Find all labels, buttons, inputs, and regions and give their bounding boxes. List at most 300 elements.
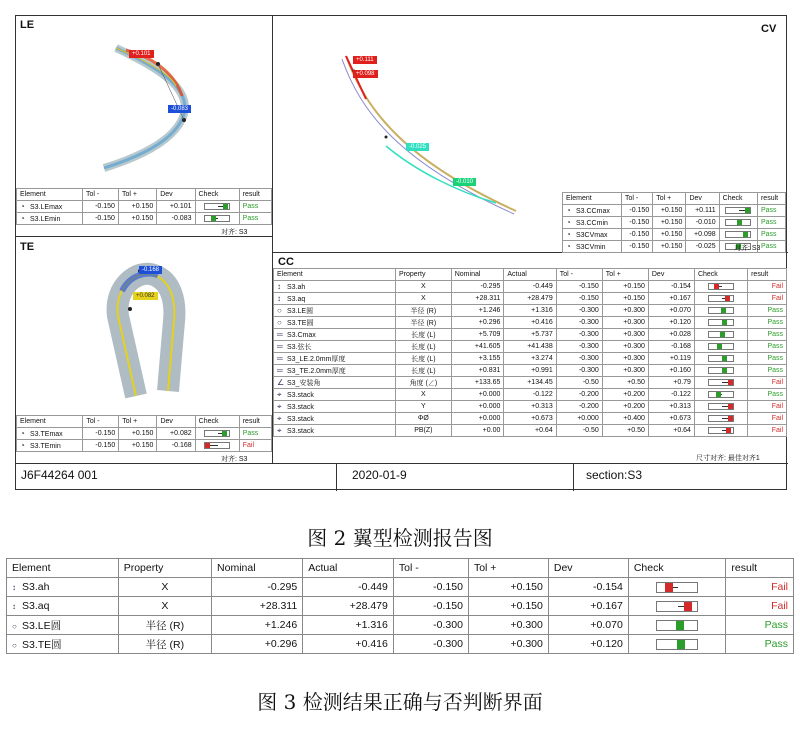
element-icon: ◔ (566, 206, 571, 215)
col-dev: Dev (686, 193, 719, 205)
element-name: S3.LEmax (30, 204, 63, 211)
property: ΦØ (396, 413, 452, 425)
actual: +3.274 (504, 353, 556, 365)
element-icon: ↕ (12, 583, 16, 592)
tol-plus: +0.300 (602, 353, 648, 365)
te-table (16, 415, 272, 452)
col-element: Element (274, 269, 396, 281)
check-indicator (656, 601, 698, 612)
tol-plus: +0.400 (602, 413, 648, 425)
table-row (17, 440, 272, 452)
element-icon: ═ (277, 353, 283, 363)
tol-minus: -0.300 (556, 353, 602, 365)
col-tol-minus: Tol - (556, 269, 602, 281)
element-name: S3.stack (287, 403, 314, 411)
dev: +0.673 (648, 413, 694, 425)
nominal: +0.00 (451, 425, 504, 437)
table-row (563, 217, 786, 229)
actual: -0.122 (504, 389, 556, 401)
table-row (7, 597, 794, 616)
check-indicator (708, 367, 734, 374)
dev: +0.167 (548, 597, 628, 616)
result: Pass (726, 616, 794, 635)
property: 半径 (R) (396, 317, 452, 329)
element-name: S3.TE圆 (22, 638, 62, 651)
element-name: S3.LEmin (30, 216, 61, 223)
col-dev: Dev (648, 269, 694, 281)
table-row (274, 317, 787, 329)
table-row (274, 281, 787, 293)
report-date: 2020-01-9 (352, 468, 407, 482)
actual: +0.673 (504, 413, 556, 425)
result: Pass (748, 305, 787, 317)
col-tol-minus: Tol - (393, 559, 468, 578)
result: Fail (748, 425, 787, 437)
col-tol-minus: Tol - (622, 193, 653, 205)
check-indicator (656, 639, 698, 650)
table-row (7, 578, 794, 597)
dev: +0.111 (686, 205, 719, 217)
element-name: S3.Cmax (287, 332, 316, 339)
nominal: +28.311 (212, 597, 303, 616)
col-dev: Dev (157, 189, 195, 201)
check-indicator (204, 442, 230, 449)
col-property: Property (118, 559, 211, 578)
te-min-tag: -0.168 (139, 266, 162, 274)
result-judgement-table (6, 558, 794, 654)
element-icon: ○ (277, 317, 282, 327)
element-name: S3_TE.2.0mm厚度 (287, 367, 346, 375)
check-indicator (708, 283, 734, 290)
tol-minus: -0.150 (83, 428, 119, 440)
check-indicator (656, 620, 698, 631)
tol-minus: -0.150 (622, 241, 653, 253)
dev: -0.010 (686, 217, 719, 229)
tol-minus: -0.150 (82, 201, 118, 213)
result: Fail (748, 377, 787, 389)
table-row (7, 635, 794, 654)
check-indicator (708, 331, 734, 338)
result: Pass (239, 428, 271, 440)
tol-plus: +0.150 (468, 597, 548, 616)
tol-plus: +0.300 (468, 616, 548, 635)
le-align-note: 对齐: S3 (221, 229, 248, 236)
tol-minus: -0.150 (622, 205, 653, 217)
dev: +0.028 (648, 329, 694, 341)
figure-2-caption: 图 2 翼型检测报告图 (307, 526, 493, 550)
cv-tag: -0.010 (453, 178, 476, 186)
te-max-tag: +0.082 (133, 292, 158, 300)
col-element: Element (7, 559, 119, 578)
dev: +0.101 (157, 201, 195, 213)
element-icon: ↕ (277, 294, 281, 303)
result: Pass (748, 341, 787, 353)
element-icon: ○ (12, 640, 17, 650)
tol-plus: +0.150 (119, 440, 157, 452)
dev: -0.025 (686, 241, 719, 253)
le-panel-title: LE (20, 19, 35, 31)
property: X (396, 293, 452, 305)
table-row (17, 201, 272, 213)
result: Fail (748, 413, 787, 425)
divider (336, 463, 337, 491)
check-indicator (708, 319, 734, 326)
dev: +0.070 (548, 616, 628, 635)
property: 长度 (L) (396, 353, 452, 365)
dev: -0.122 (648, 389, 694, 401)
actual: +5.737 (504, 329, 556, 341)
element-name: S3.CCmin (576, 220, 608, 227)
check-indicator (708, 427, 734, 434)
result: Pass (748, 389, 787, 401)
table-row (274, 293, 787, 305)
element-name: S3_LE.2.0mm厚度 (287, 355, 346, 363)
check-indicator (725, 231, 751, 238)
table-row (274, 305, 787, 317)
element-name: S3.TE圆 (287, 319, 314, 327)
table-row (274, 401, 787, 413)
nominal: +5.709 (451, 329, 504, 341)
result: Fail (726, 597, 794, 616)
le-table (16, 188, 272, 225)
result: Pass (757, 229, 785, 241)
element-icon: ◔ (20, 429, 25, 438)
col-check: Check (628, 559, 726, 578)
element-icon: ⌖ (277, 389, 282, 399)
actual: +41.438 (504, 341, 556, 353)
check-indicator (656, 582, 698, 593)
element-icon: ◔ (566, 218, 571, 227)
tol-minus: -0.150 (556, 293, 602, 305)
check-indicator (708, 307, 734, 314)
dev: +0.313 (648, 401, 694, 413)
col-dev: Dev (548, 559, 628, 578)
element-name: S3.stack (287, 391, 314, 399)
nominal: +0.296 (212, 635, 303, 654)
result: Pass (748, 353, 787, 365)
dev: -0.168 (648, 341, 694, 353)
col-tol-minus: Tol - (82, 189, 118, 201)
element-icon: ○ (277, 305, 282, 315)
cv-tag: +0.111 (353, 56, 377, 64)
dev: -0.154 (648, 281, 694, 293)
check-indicator (204, 215, 230, 222)
actual: -0.449 (303, 578, 394, 597)
tol-minus: -0.150 (622, 217, 653, 229)
tol-minus: -0.50 (556, 425, 602, 437)
col-check: Check (195, 189, 239, 201)
check-indicator (725, 219, 751, 226)
element-icon: ∠ (277, 377, 285, 387)
table-row (274, 365, 787, 377)
tol-plus: +0.50 (602, 377, 648, 389)
tol-plus: +0.150 (653, 205, 686, 217)
nominal: +0.000 (451, 401, 504, 413)
check-indicator (204, 430, 230, 437)
dev: -0.154 (548, 578, 628, 597)
element-icon: ⌖ (277, 401, 282, 411)
tol-plus: +0.300 (602, 305, 648, 317)
tol-plus: +0.150 (653, 241, 686, 253)
nominal: +3.155 (451, 353, 504, 365)
tol-plus: +0.300 (602, 365, 648, 377)
cv-align-note: 对齐: S3 (734, 245, 761, 252)
te-panel-title: TE (20, 241, 35, 253)
nominal: +1.246 (212, 616, 303, 635)
property: 角度 (∠) (396, 377, 452, 389)
table-row (274, 377, 787, 389)
tol-minus: -0.150 (82, 213, 118, 225)
tol-minus: -0.150 (556, 281, 602, 293)
cv-tag: +0.098 (353, 70, 378, 78)
inspection-report (15, 15, 787, 490)
result: Pass (757, 205, 785, 217)
actual: +0.991 (504, 365, 556, 377)
col-result: result (748, 269, 787, 281)
part-number: J6F44264 001 (21, 468, 98, 482)
check-indicator (725, 207, 751, 214)
actual: -0.449 (504, 281, 556, 293)
element-icon: ⌖ (277, 413, 282, 423)
result: Pass (748, 329, 787, 341)
dev: -0.168 (157, 440, 195, 452)
col-nominal: Nominal (451, 269, 504, 281)
element-name: S3.CCmax (576, 208, 610, 215)
actual: +1.316 (303, 616, 394, 635)
tol-minus: -0.150 (622, 229, 653, 241)
check-indicator (708, 343, 734, 350)
col-result: result (239, 189, 271, 201)
result: Pass (757, 217, 785, 229)
nominal: +0.000 (451, 413, 504, 425)
actual: +28.479 (504, 293, 556, 305)
property: X (396, 389, 452, 401)
check-indicator (204, 203, 230, 210)
col-result: result (726, 559, 794, 578)
tol-minus: -0.300 (556, 317, 602, 329)
element-name: S3.aq (22, 600, 50, 612)
tol-plus: +0.150 (602, 281, 648, 293)
element-name: S3.ah (22, 581, 50, 593)
col-tol-plus: Tol + (118, 189, 156, 201)
table-row (563, 229, 786, 241)
tol-plus: +0.150 (602, 293, 648, 305)
tol-plus: +0.200 (602, 401, 648, 413)
nominal: +0.296 (451, 317, 504, 329)
table-row (563, 205, 786, 217)
element-icon: ◔ (20, 214, 25, 223)
nominal: +0.831 (451, 365, 504, 377)
dev: +0.098 (686, 229, 719, 241)
dev: -0.083 (157, 213, 195, 225)
check-indicator (708, 415, 734, 422)
tol-plus: +0.150 (653, 229, 686, 241)
te-profile-plot (96, 261, 196, 401)
element-icon: ◔ (566, 230, 571, 239)
tol-minus: -0.200 (556, 389, 602, 401)
tol-plus: +0.150 (468, 578, 548, 597)
dev: +0.120 (548, 635, 628, 654)
result: Fail (748, 401, 787, 413)
divider (16, 463, 788, 464)
cc-align-note: 尺寸对齐: 最佳对齐1 (696, 455, 760, 462)
check-indicator (708, 295, 734, 302)
dev: +0.160 (648, 365, 694, 377)
dev: +0.070 (648, 305, 694, 317)
figure-3-caption: 图 3 检测结果正确与否判断界面 (257, 690, 543, 714)
property: 长度 (L) (396, 341, 452, 353)
tol-plus: +0.150 (118, 213, 156, 225)
tol-plus: +0.200 (602, 389, 648, 401)
element-name: S3.ah (287, 284, 306, 291)
col-check: Check (719, 193, 757, 205)
check-indicator (708, 391, 734, 398)
tol-minus: -0.150 (83, 440, 119, 452)
tol-minus: -0.150 (393, 597, 468, 616)
tol-plus: +0.50 (602, 425, 648, 437)
tol-plus: +0.300 (602, 317, 648, 329)
result: Fail (239, 440, 271, 452)
actual: +0.313 (504, 401, 556, 413)
table-row (274, 353, 787, 365)
result: Pass (239, 213, 271, 225)
col-result: result (239, 416, 271, 428)
dev: +0.082 (157, 428, 195, 440)
col-check: Check (694, 269, 747, 281)
table-row (274, 389, 787, 401)
check-indicator (708, 403, 734, 410)
property: 半径 (R) (118, 616, 211, 635)
actual: +0.64 (504, 425, 556, 437)
table-row (17, 213, 272, 225)
element-icon: ○ (12, 621, 17, 631)
le-min-tag: -0.083 (168, 105, 191, 113)
table-row (7, 616, 794, 635)
check-indicator (708, 379, 734, 386)
check-indicator (708, 355, 734, 362)
result: Pass (757, 241, 785, 253)
property: Y (396, 401, 452, 413)
element-icon: ◔ (20, 202, 25, 211)
cv-tag: -0.025 (406, 143, 429, 151)
table-row (274, 425, 787, 437)
dev: +0.79 (648, 377, 694, 389)
element-name: S3.aq (287, 296, 306, 303)
actual: +0.416 (504, 317, 556, 329)
element-icon: ═ (277, 341, 283, 351)
dev: +0.120 (648, 317, 694, 329)
col-tol-plus: Tol + (602, 269, 648, 281)
element-name: S3.弦长 (287, 343, 312, 351)
tol-minus: -0.300 (556, 341, 602, 353)
tol-minus: -0.300 (393, 616, 468, 635)
tol-plus: +0.300 (468, 635, 548, 654)
actual: +1.316 (504, 305, 556, 317)
col-check: Check (195, 416, 239, 428)
property: 长度 (L) (396, 329, 452, 341)
element-name: S3.LE圆 (22, 619, 62, 632)
nominal: +28.311 (451, 293, 504, 305)
element-icon: ↕ (277, 282, 281, 291)
dev: +0.64 (648, 425, 694, 437)
nominal: +133.65 (451, 377, 504, 389)
cc-panel-title: CC (278, 256, 294, 268)
element-name: S3.stack (287, 415, 314, 423)
table-row (274, 341, 787, 353)
element-name: S3.LE圆 (287, 307, 314, 315)
property: X (396, 281, 452, 293)
property: X (118, 578, 211, 597)
col-dev: Dev (157, 416, 195, 428)
element-icon: ═ (277, 330, 283, 339)
col-element: Element (17, 416, 83, 428)
result: Pass (748, 365, 787, 377)
dev: +0.167 (648, 293, 694, 305)
section-label: section:S3 (586, 468, 643, 482)
element-name: S3.TEmax (30, 431, 63, 438)
element-name: S3.TEmin (30, 443, 61, 450)
property: 长度 (L) (396, 365, 452, 377)
property: 半径 (R) (118, 635, 211, 654)
actual: +28.479 (303, 597, 394, 616)
table-row (17, 428, 272, 440)
actual: +0.416 (303, 635, 394, 654)
col-element: Element (563, 193, 622, 205)
nominal: -0.295 (212, 578, 303, 597)
result: Pass (239, 201, 271, 213)
tol-minus: -0.200 (556, 401, 602, 413)
element-name: S3CVmin (576, 244, 606, 251)
table-row (274, 413, 787, 425)
element-name: S3CVmax (576, 232, 608, 239)
actual: +134.45 (504, 377, 556, 389)
tol-minus: -0.50 (556, 377, 602, 389)
result: Fail (726, 578, 794, 597)
tol-minus: -0.300 (556, 305, 602, 317)
element-icon: ⌖ (277, 425, 282, 435)
cc-table (273, 268, 787, 437)
nominal: -0.295 (451, 281, 504, 293)
element-icon: ◔ (566, 242, 571, 251)
table-row (274, 329, 787, 341)
tol-minus: -0.300 (393, 635, 468, 654)
col-result: result (757, 193, 785, 205)
col-property: Property (396, 269, 452, 281)
tol-minus: -0.300 (556, 365, 602, 377)
property: 半径 (R) (396, 305, 452, 317)
tol-plus: +0.150 (119, 428, 157, 440)
col-nominal: Nominal (212, 559, 303, 578)
col-tol-plus: Tol + (468, 559, 548, 578)
result: Fail (748, 281, 787, 293)
tol-minus: -0.300 (556, 329, 602, 341)
element-icon: ↕ (12, 602, 16, 611)
element-name: S3.stack (287, 427, 314, 435)
nominal: +1.246 (451, 305, 504, 317)
tol-plus: +0.150 (653, 217, 686, 229)
element-icon: ◔ (20, 441, 25, 450)
tol-minus: +0.000 (556, 413, 602, 425)
nominal: +41.605 (451, 341, 504, 353)
tol-minus: -0.150 (393, 578, 468, 597)
tol-plus: +0.300 (602, 329, 648, 341)
result: Pass (748, 317, 787, 329)
te-align-note: 对齐: S3 (221, 456, 248, 463)
col-actual: Actual (303, 559, 394, 578)
divider (573, 463, 574, 491)
col-tol-plus: Tol + (119, 416, 157, 428)
col-tol-minus: Tol - (83, 416, 119, 428)
